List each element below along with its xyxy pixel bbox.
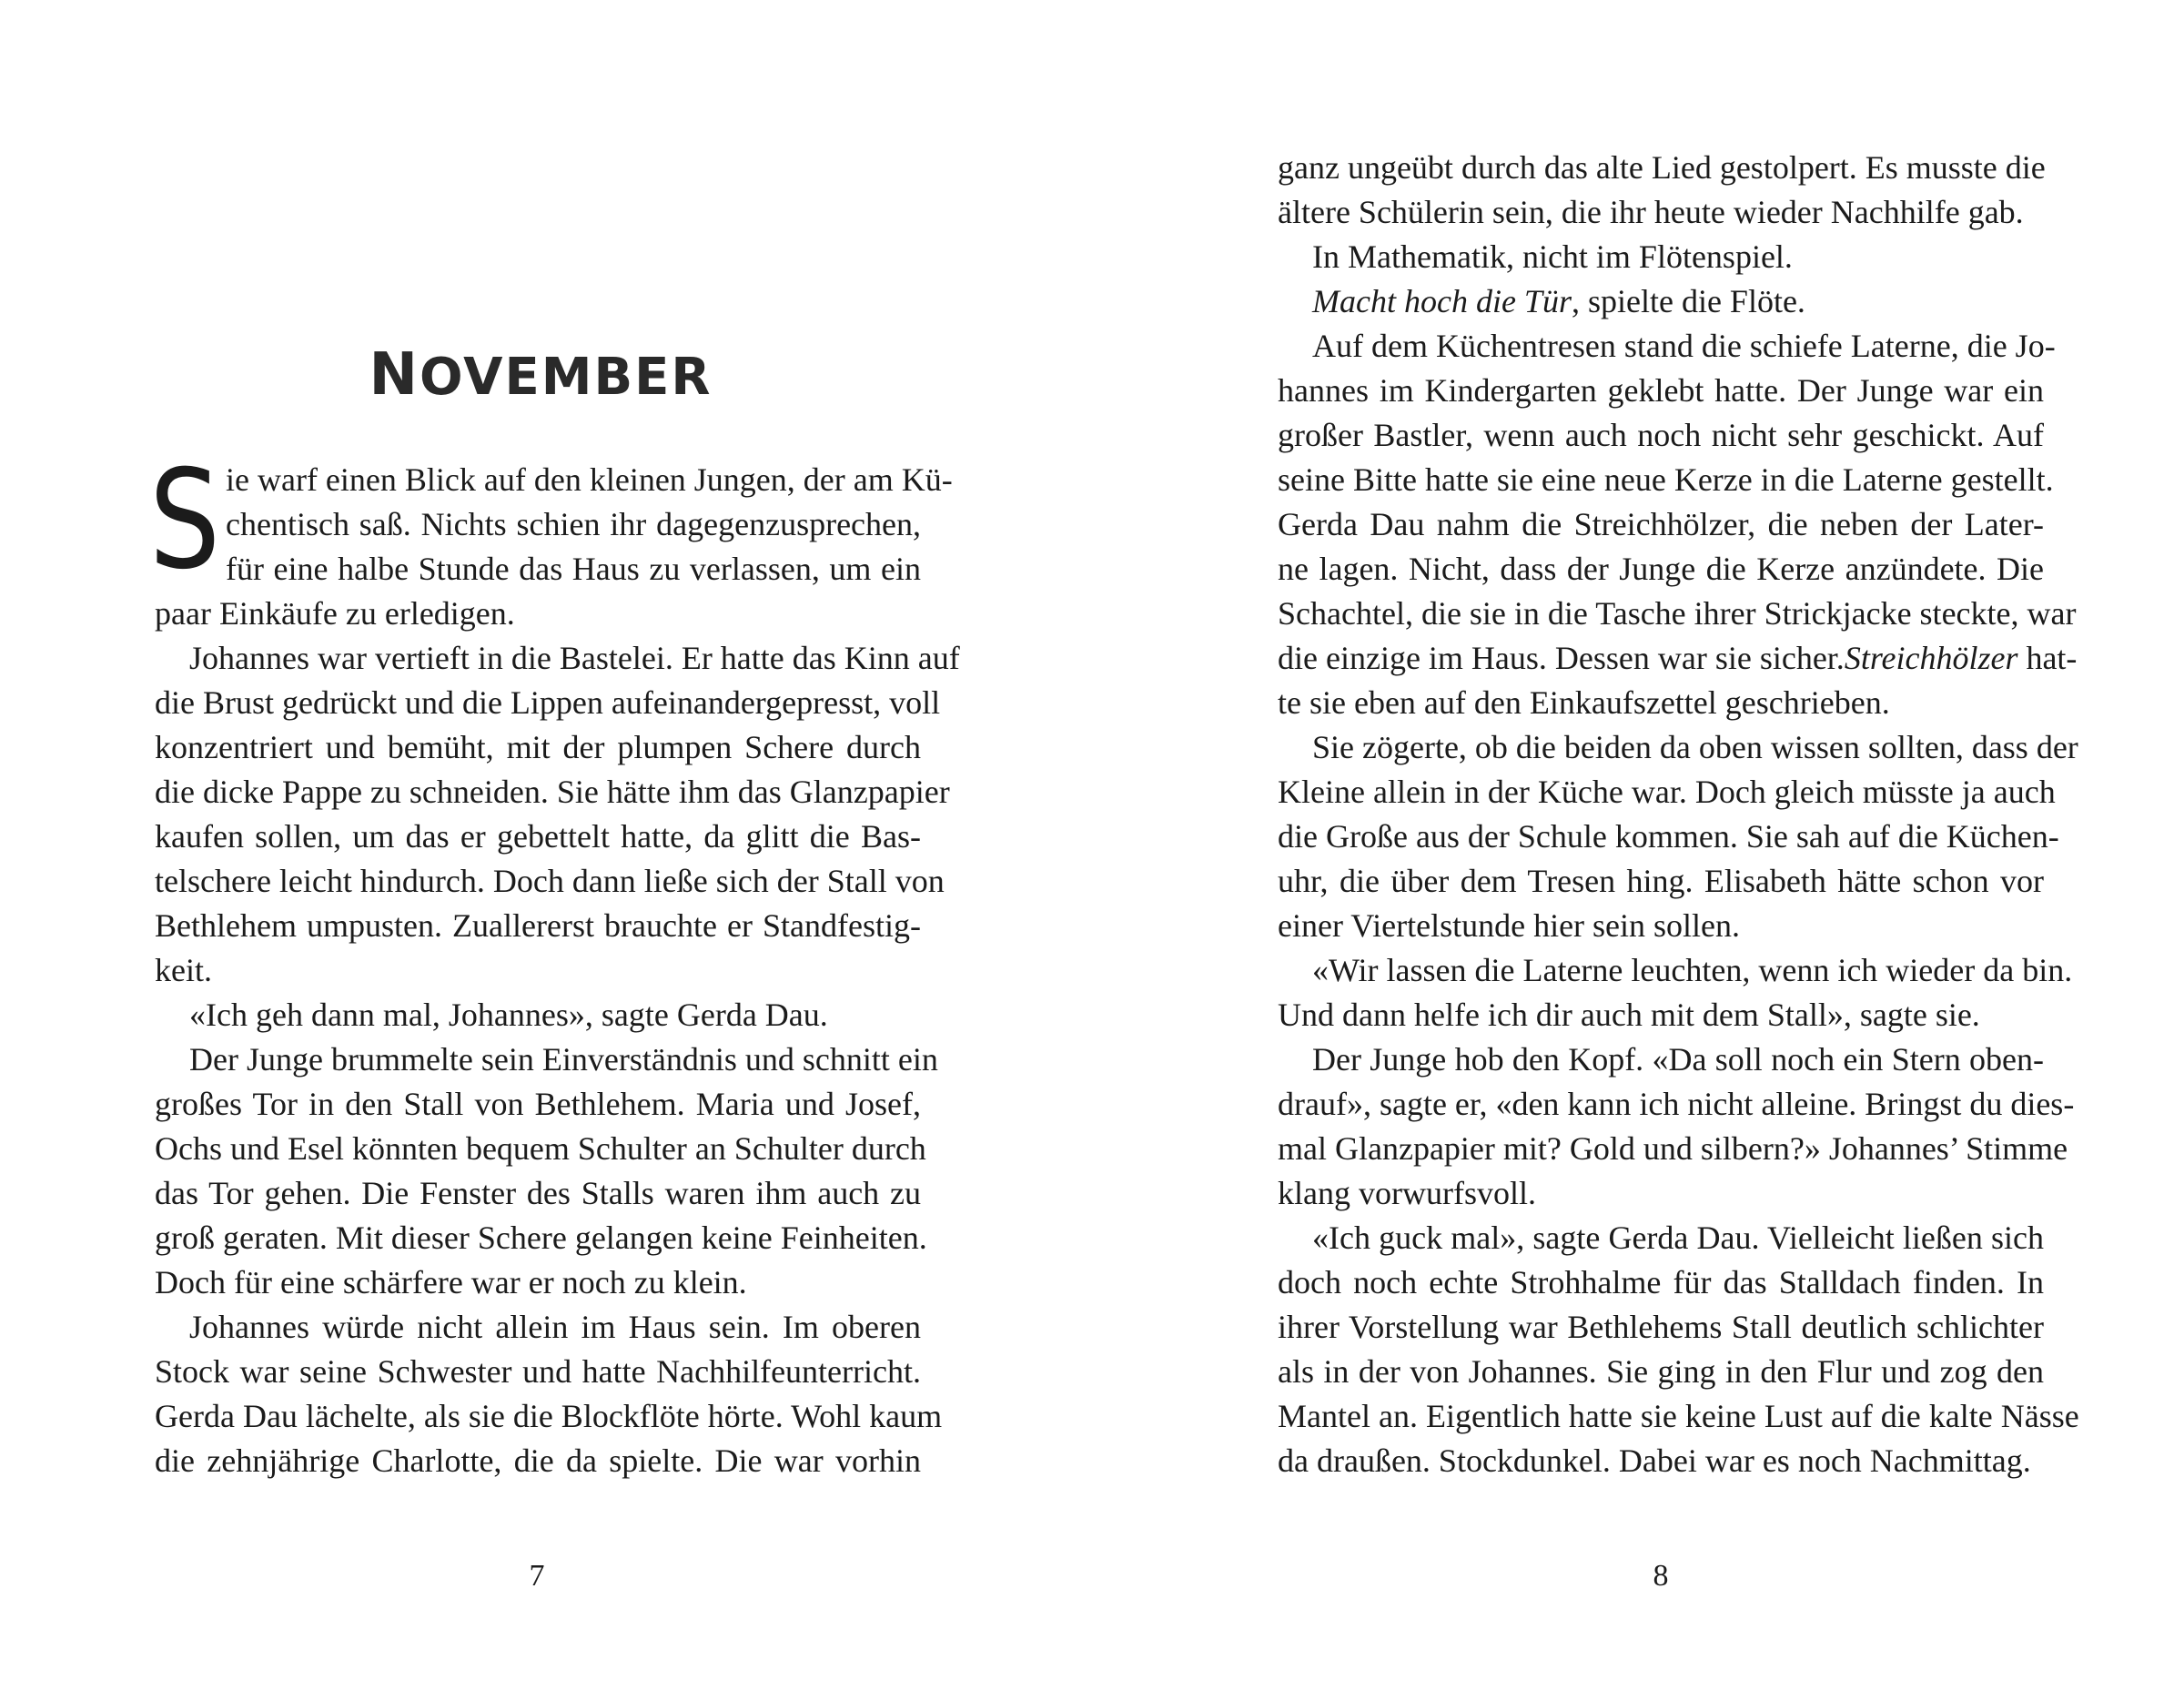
text-line: Und dann helfe ich dir auch mit dem Stall», sagte sie. xyxy=(1278,997,1980,1033)
page-number: 8 xyxy=(1653,1559,1669,1593)
text-line: ganz ungeübt durch das alte Lied gestolpert. Es musste die xyxy=(1278,149,2046,186)
right-page xyxy=(1092,0,2184,1700)
text-line: ältere Schülerin sein, die ihr heute wieder Nachhilfe gab. xyxy=(1278,194,2024,230)
text-line: Mantel an. Eigentlich hatte sie keine Lust auf die kalte Nässe xyxy=(1278,1398,2079,1434)
text-line: mal Glanzpapier mit? Gold und silbern?» Johannes’ Stimme xyxy=(1278,1130,2068,1167)
text-line: Bethlehem umpusten. Zuallererst brauchte er Standfestig- xyxy=(155,907,921,944)
text-line xyxy=(1278,279,2044,324)
text-line: Sie zögerte, ob die beiden da oben wissen sollten, dass der xyxy=(1312,729,2078,765)
text-line: «Ich guck mal», sagte Gerda Dau. Vielleicht ließen sich xyxy=(1312,1219,2044,1256)
text-line: groß geraten. Mit dieser Schere gelangen keine Feinheiten. xyxy=(155,1219,927,1256)
text-line: da draußen. Stockdunkel. Dabei war es noch Nachmittag. xyxy=(1278,1442,2031,1479)
text-line: Der Junge hob den Kopf. «Da soll noch ein Stern oben- xyxy=(1312,1041,2044,1078)
text-fragment: die einzige im Haus. Dessen war sie sicher. xyxy=(1278,640,1845,676)
text-line: Gerda Dau nahm die Streichhölzer, die neben der Later- xyxy=(1278,506,2044,542)
text-line: Johannes würde nicht allein im Haus sein. Im oberen xyxy=(189,1309,921,1345)
left-page-body xyxy=(149,441,960,1483)
text-line: seine Bitte hatte sie eine neue Kerze in die Laterne gestellt. xyxy=(1278,461,2054,498)
text-line: Kleine allein in der Küche war. Doch gleich müsste ja auch xyxy=(1278,774,2056,810)
text-fragment: hat- xyxy=(2026,640,2078,676)
text-line: Auf dem Küchentresen stand die schiefe Laterne, die Jo- xyxy=(1312,328,2056,364)
text-line: Johannes war vertieft in die Bastelei. Er hatte das Kinn auf xyxy=(189,640,960,676)
right-page-body xyxy=(1278,146,2079,1483)
text-line: einer Viertelstunde hier sein sollen. xyxy=(1278,907,1741,944)
opening-paragraph xyxy=(149,441,953,636)
text-line: «Ich geh dann mal, Johannes», sagte Gerda Dau. xyxy=(189,997,828,1033)
text-line: «Wir lassen die Laterne leuchten, wenn ich wieder da bin. xyxy=(1312,952,2073,988)
page-number: 7 xyxy=(529,1559,545,1593)
text-line: ie warf einen Blick auf den kleinen Jungen, der am Kü- xyxy=(226,461,953,498)
text-line: als in der von Johannes. Sie ging in den Flur und zog den xyxy=(1278,1353,2044,1390)
text-line: die dicke Pappe zu schneiden. Sie hätte ihm das Glanzpapier xyxy=(155,774,950,810)
text-line: großer Bastler, wenn auch noch nicht sehr geschickt. Auf xyxy=(1278,417,2044,453)
text-line: für eine halbe Stunde das Haus zu verlassen, um ein xyxy=(226,551,921,587)
text-line: Stock war seine Schwester und hatte Nachhilfeunterricht. xyxy=(155,1353,921,1390)
drop-cap: S xyxy=(149,441,221,600)
text-line: die Große aus der Schule kommen. Sie sah auf die Küchen- xyxy=(1278,818,2059,855)
italic-word: Streichhölzer xyxy=(1844,640,2018,676)
italic-song-title: Macht hoch die Tür xyxy=(1312,283,1572,319)
text-line: konzentriert und bemüht, mit der plumpen Schere durch xyxy=(155,729,921,765)
text-fragment: , spielte die Flöte. xyxy=(1571,283,1805,319)
chapter-title: NOVEMBER xyxy=(369,341,713,409)
text-line: doch noch echte Strohhalme für das Stalldach finden. In xyxy=(1278,1264,2044,1300)
text-line: klang vorwurfsvoll. xyxy=(1278,1175,1536,1211)
text-line: kaufen sollen, um das er gebettelt hatte, da glitt die Bas- xyxy=(155,818,921,855)
text-line: die Brust gedrückt und die Lippen aufeinandergepresst, voll xyxy=(155,684,941,721)
text-line: Gerda Dau lächelte, als sie die Blockflöte hörte. Wohl kaum xyxy=(155,1398,943,1434)
text-line: Doch für eine schärfere war er noch zu klein. xyxy=(155,1264,747,1300)
text-fragment xyxy=(1845,636,2078,681)
text-line: hannes im Kindergarten geklebt hatte. Der Junge war ein xyxy=(1278,372,2044,409)
text-line: Schachtel, die sie in die Tasche ihrer Strickjacke steckte, war xyxy=(1278,595,2077,632)
text-line: die zehnjährige Charlotte, die da spielte. Die war vorhin xyxy=(155,1442,921,1479)
text-line: ihrer Vorstellung war Bethlehems Stall deutlich schlichter xyxy=(1278,1309,2044,1345)
text-line: telschere leicht hindurch. Doch dann ließe sich der Stall von xyxy=(155,863,945,899)
text-line: das Tor gehen. Die Fenster des Stalls waren ihm auch zu xyxy=(155,1175,921,1211)
text-line: ne lagen. Nicht, dass der Junge die Kerze anzündete. Die xyxy=(1278,551,2044,587)
text-line: paar Einkäufe zu erledigen. xyxy=(155,595,515,632)
text-line: uhr, die über dem Tresen hing. Elisabeth hätte schon vor xyxy=(1278,863,2044,899)
text-line: chentisch saß. Nichts schien ihr dagegenzusprechen, xyxy=(226,506,921,542)
text-line: keit. xyxy=(155,952,212,988)
text-line: te sie eben auf den Einkaufszettel geschrieben. xyxy=(1278,684,1890,721)
text-line: In Mathematik, nicht im Flötenspiel. xyxy=(1312,238,1793,275)
text-line: großes Tor in den Stall von Bethlehem. Maria und Josef, xyxy=(155,1086,921,1122)
text-line: Ochs und Esel könnten bequem Schulter an Schulter durch xyxy=(155,1130,926,1167)
text-line xyxy=(1278,636,2078,681)
text-line: drauf», sagte er, «den kann ich nicht alleine. Bringst du dies- xyxy=(1278,1086,2075,1122)
text-line: Der Junge brummelte sein Einverständnis und schnitt ein xyxy=(189,1041,938,1078)
